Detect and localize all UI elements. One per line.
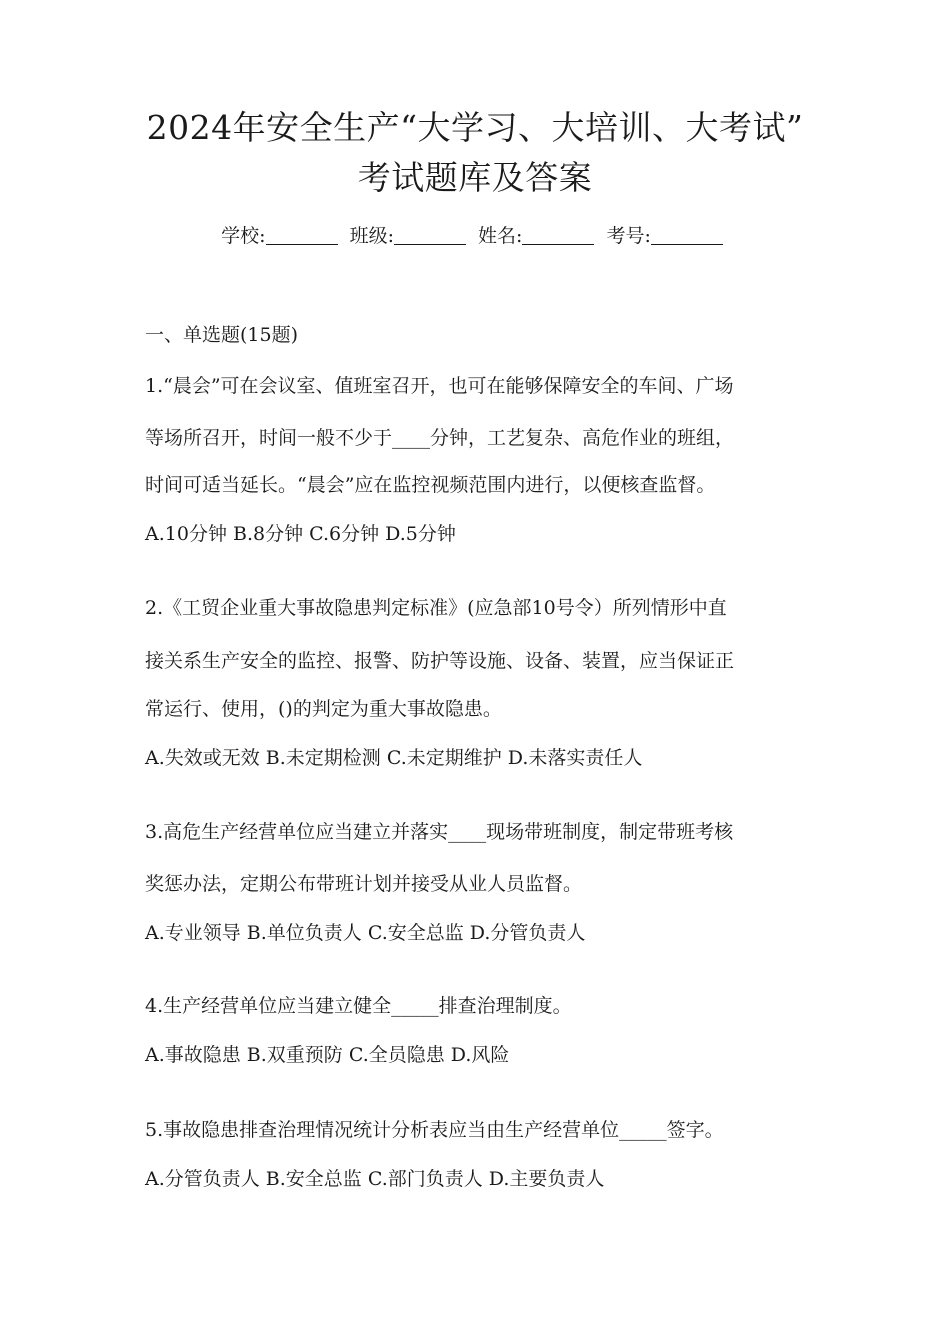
number-blank (651, 226, 723, 245)
school-blank (266, 226, 338, 245)
name-label: 姓名: (478, 225, 523, 247)
section-heading: 一、单选题(15题) (145, 324, 299, 346)
question-4-options: A.事故隐患 B.双重预防 C.全员隐患 D.风险 (145, 1044, 510, 1066)
document-title-line-2: 考试题库及答案 (357, 158, 593, 197)
document-title-line-1: 2024年安全生产“大学习、大培训、大考试” (146, 108, 804, 147)
question-1-line-3: 时间可适当延长。“晨会”应在监控视频范围内进行，以便核查监督。 (145, 474, 716, 496)
question-3-line-1: 3.高危生产经营单位应当建立并落实____现场带班制度，制定带班考核 (145, 821, 734, 843)
question-1-line-2: 等场所召开，时间一般不少于____分钟，工艺复杂、高危作业的班组， (145, 427, 735, 449)
question-1-options: A.10分钟 B.8分钟 C.6分钟 D.5分钟 (145, 523, 456, 545)
question-5-options: A.分管负责人 B.安全总监 C.部门负责人 D.主要负责人 (145, 1168, 605, 1190)
question-4-line-1: 4.生产经营单位应当建立健全_____排查治理制度。 (145, 995, 572, 1017)
student-info-row (0, 222, 950, 250)
question-5-line-1: 5.事故隐患排查治理情况统计分析表应当由生产经营单位_____签字。 (145, 1119, 724, 1141)
school-label: 学校: (221, 225, 266, 247)
class-label: 班级: (349, 225, 394, 247)
question-3-options: A.专业领导 B.单位负责人 C.安全总监 D.分管负责人 (145, 922, 586, 944)
class-blank (394, 226, 466, 245)
question-2-line-3: 常运行、使用，()的判定为重大事故隐患。 (145, 698, 502, 720)
question-3-line-2: 奖惩办法，定期公布带班计划并接受从业人员监督。 (145, 873, 583, 895)
question-2-line-1: 2.《工贸企业重大事故隐患判定标准》(应急部10号令）所列情形中直 (145, 597, 727, 619)
question-1-line-1: 1.“晨会”可在会议室、值班室召开，也可在能够保障安全的车间、广场 (145, 375, 734, 397)
question-2-line-2: 接关系生产安全的监控、报警、防护等设施、设备、装置，应当保证正 (145, 650, 735, 672)
name-blank (522, 226, 594, 245)
number-label: 考号: (606, 225, 651, 247)
question-2-options: A.失效或无效 B.未定期检测 C.未定期维护 D.未落实责任人 (145, 747, 643, 769)
